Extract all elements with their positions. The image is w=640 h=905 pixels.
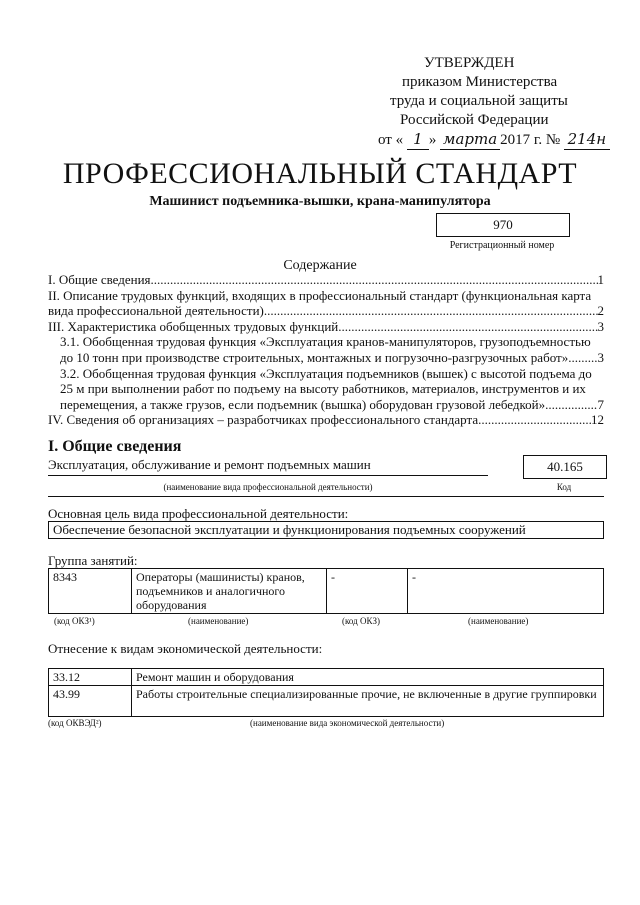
code-caption: Код [556,482,572,492]
okved-caption-2: (наименование вида экономической деятельности) [250,718,445,728]
registration-number-box: 970 [436,213,570,237]
occupations-table [48,568,604,614]
registration-label: Регистрационный номер [449,240,555,251]
contents-item[interactable]: IV. Сведения об организациях – разработчиках профессионального стандарта ..... 12 [48,412,604,428]
okved-code: 43.99 [49,686,132,717]
order-number: 214н [564,130,610,150]
approved-label: УТВЕРЖДЕН [424,55,515,71]
activity-caption: (наименование вида профессиональной деятельности) [163,482,373,492]
date-mid: » [428,132,437,148]
contents-item[interactable]: 3.2. Обобщенная трудовая функция «Эксплуатация подъемников (вышек) с высотой подъема до 25 м при выполнении работ по подъему на высоту работников, материалов, инструментов и их перемещения, а также грузов, если подъемник (вышка) оборудован грузовой лебедкой» ..... 7 [48,366,604,413]
okved-name: Ремонт машин и оборудования [132,669,604,686]
section-heading: I. Общие сведения [48,438,182,455]
page-title: ПРОФЕССИОНАЛЬНЫЙ СТАНДАРТ [62,157,578,190]
occupations-caption-2: (наименование) [188,616,249,626]
table-row [49,686,604,717]
table-row [49,669,604,686]
okved-caption-1: (код ОКВЭД²) [48,718,102,728]
contents-heading: Содержание [283,258,357,273]
date-month: марта [440,130,500,150]
occupations-caption-3: (код ОКЗ) [342,616,380,626]
occupations-caption-1: (код ОКЗ¹) [54,616,95,626]
date-day: 1 [407,130,429,150]
occupations-caption-4: (наименование) [468,616,529,626]
okz-name: Операторы (машинисты) кранов, подъемников и аналогичного оборудования [132,569,327,614]
okved-code: 33.12 [49,669,132,686]
approval-date [378,130,618,150]
okz-code-2: - [327,569,408,614]
okved-table [48,668,604,717]
okz-name-2: - [408,569,604,614]
activity-code-box: 40.165 [523,455,607,479]
okz-code: 8343 [49,569,132,614]
approval-line-2: труда и социальной защиты [390,93,568,109]
activity-name: Эксплуатация, обслуживание и ремонт подъемных машин [48,457,488,476]
approval-line-1: приказом Министерства [402,74,558,90]
okved-label: Отнесение к видам экономической деятельности: [48,641,323,656]
approval-block [378,54,618,150]
goal-text-box: Обеспечение безопасной эксплуатации и функционирования подъемных сооружений [48,521,604,539]
contents-item[interactable]: II. Описание трудовых функций, входящих в профессиональный стандарт (функциональная карта вида профессиональной деятельности) ..... 2 [48,288,604,319]
divider [48,496,604,497]
contents-list [48,272,604,428]
occupations-label: Группа занятий: [48,553,138,568]
table-row [49,569,604,614]
goal-label: Основная цель вида профессиональной деятельности: [48,506,349,521]
approval-line-3: Российской Федерации [400,112,549,128]
contents-item[interactable]: 3.1. Обобщенная трудовая функция «Эксплуатация кранов-манипуляторов, грузоподъемностью до 10 тонн при производстве строительных, монтажных и погрузочно-разгрузочных работ» ..... 3 [48,334,604,365]
date-prefix: от « [378,132,404,148]
page-subtitle: Машинист подъемника-вышки, крана-манипулятора [149,194,491,209]
contents-item[interactable]: III. Характеристика обобщенных трудовых функций ..... 3 [48,319,604,335]
okved-name: Работы строительные специализированные прочие, не включенные в другие группировки [132,686,604,717]
contents-item[interactable]: I. Общие сведения ..... 1 [48,272,604,288]
date-year: 2017 г. № [500,132,561,148]
